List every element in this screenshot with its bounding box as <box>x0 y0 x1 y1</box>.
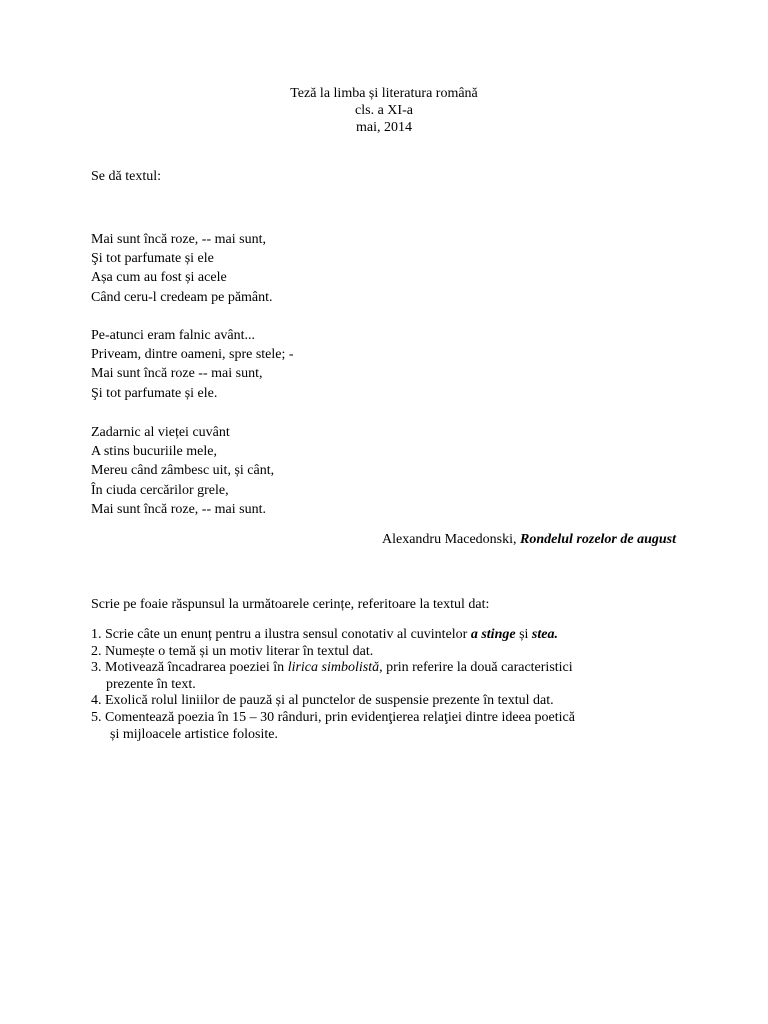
header-class: cls. a XI-a <box>355 103 413 118</box>
task-item-4: 4. Exolică rolul liniilor de pauză și al punctelor de suspensie prezente în textul dat. <box>91 693 554 709</box>
task-item-5: 5. Comentează poezia în 15 – 30 rânduri, prin evidenţierea relaţiei dintre ideea poetică <box>91 709 575 725</box>
poem-stanza-3 <box>91 423 274 519</box>
intro-text: Se dă textul: <box>91 169 161 184</box>
task-1-term-1: a stinge <box>470 627 516 642</box>
poem-line: A stins bucuriile mele, <box>91 444 217 460</box>
task-3-emphasis: lirica simbolistă, <box>287 660 383 676</box>
poem-stanza-2 <box>91 326 294 403</box>
poem-line: Şi tot parfumate și ele <box>91 251 214 267</box>
task-item-3-continuation: prezente în text. <box>106 676 196 692</box>
document-header <box>0 85 768 136</box>
poem-line: Mai sunt încă roze, -- mai sunt. <box>91 501 266 517</box>
task-1-term-2: stea. <box>531 627 558 642</box>
task-item-5-continuation: și mijloacele artistice folosite. <box>110 726 278 742</box>
poem-line: Şi tot parfumate și ele. <box>91 385 218 401</box>
poem-line: Mereu când zâmbesc uit, și cânt, <box>91 463 275 479</box>
author-name: Alexandru Macedonski, <box>381 532 517 547</box>
poem-line: Mai sunt încă roze -- mai sunt, <box>91 366 263 382</box>
task-instructions: Scrie pe foaie răspunsul la următoarele cerințe, referitoare la textul dat: <box>91 597 490 612</box>
poem-line: Când ceru-l credeam pe pământ. <box>91 289 273 305</box>
task-3-post: prin referire la două caracteristici <box>382 660 573 676</box>
poem-line: Mai sunt încă roze, -- mai sunt, <box>91 232 266 247</box>
poem-line: În ciuda cercărilor grele, <box>91 482 229 498</box>
task-item-2: 2. Numește o temă și un motiv literar în textul dat. <box>91 643 374 659</box>
task-1-text: 1. Scrie câte un enunț pentru a ilustra sensul conotativ al cuvintelor <box>91 627 471 642</box>
task-item-3 <box>91 660 691 677</box>
poem-line: Așa cum au fost și acele <box>91 270 227 286</box>
header-title: Teză la limba și literatura română <box>290 86 478 101</box>
header-date: mai, 2014 <box>356 120 412 135</box>
task-list <box>91 627 691 743</box>
poem-line: Priveam, dintre oameni, spre stele; - <box>91 347 294 363</box>
poem-line: Pe-atunci eram falnic avânt... <box>91 328 256 343</box>
work-title: Rondelul rozelor de august <box>520 532 676 547</box>
task-3-pre: 3. Motivează încadrarea poeziei în <box>91 660 288 676</box>
poem-line: Zadarnic al vieței cuvânt <box>91 425 230 440</box>
poem-attribution <box>382 531 676 548</box>
poem-stanza-1 <box>91 230 273 307</box>
task-item-1 <box>91 627 691 644</box>
task-1-conj: și <box>515 627 532 642</box>
